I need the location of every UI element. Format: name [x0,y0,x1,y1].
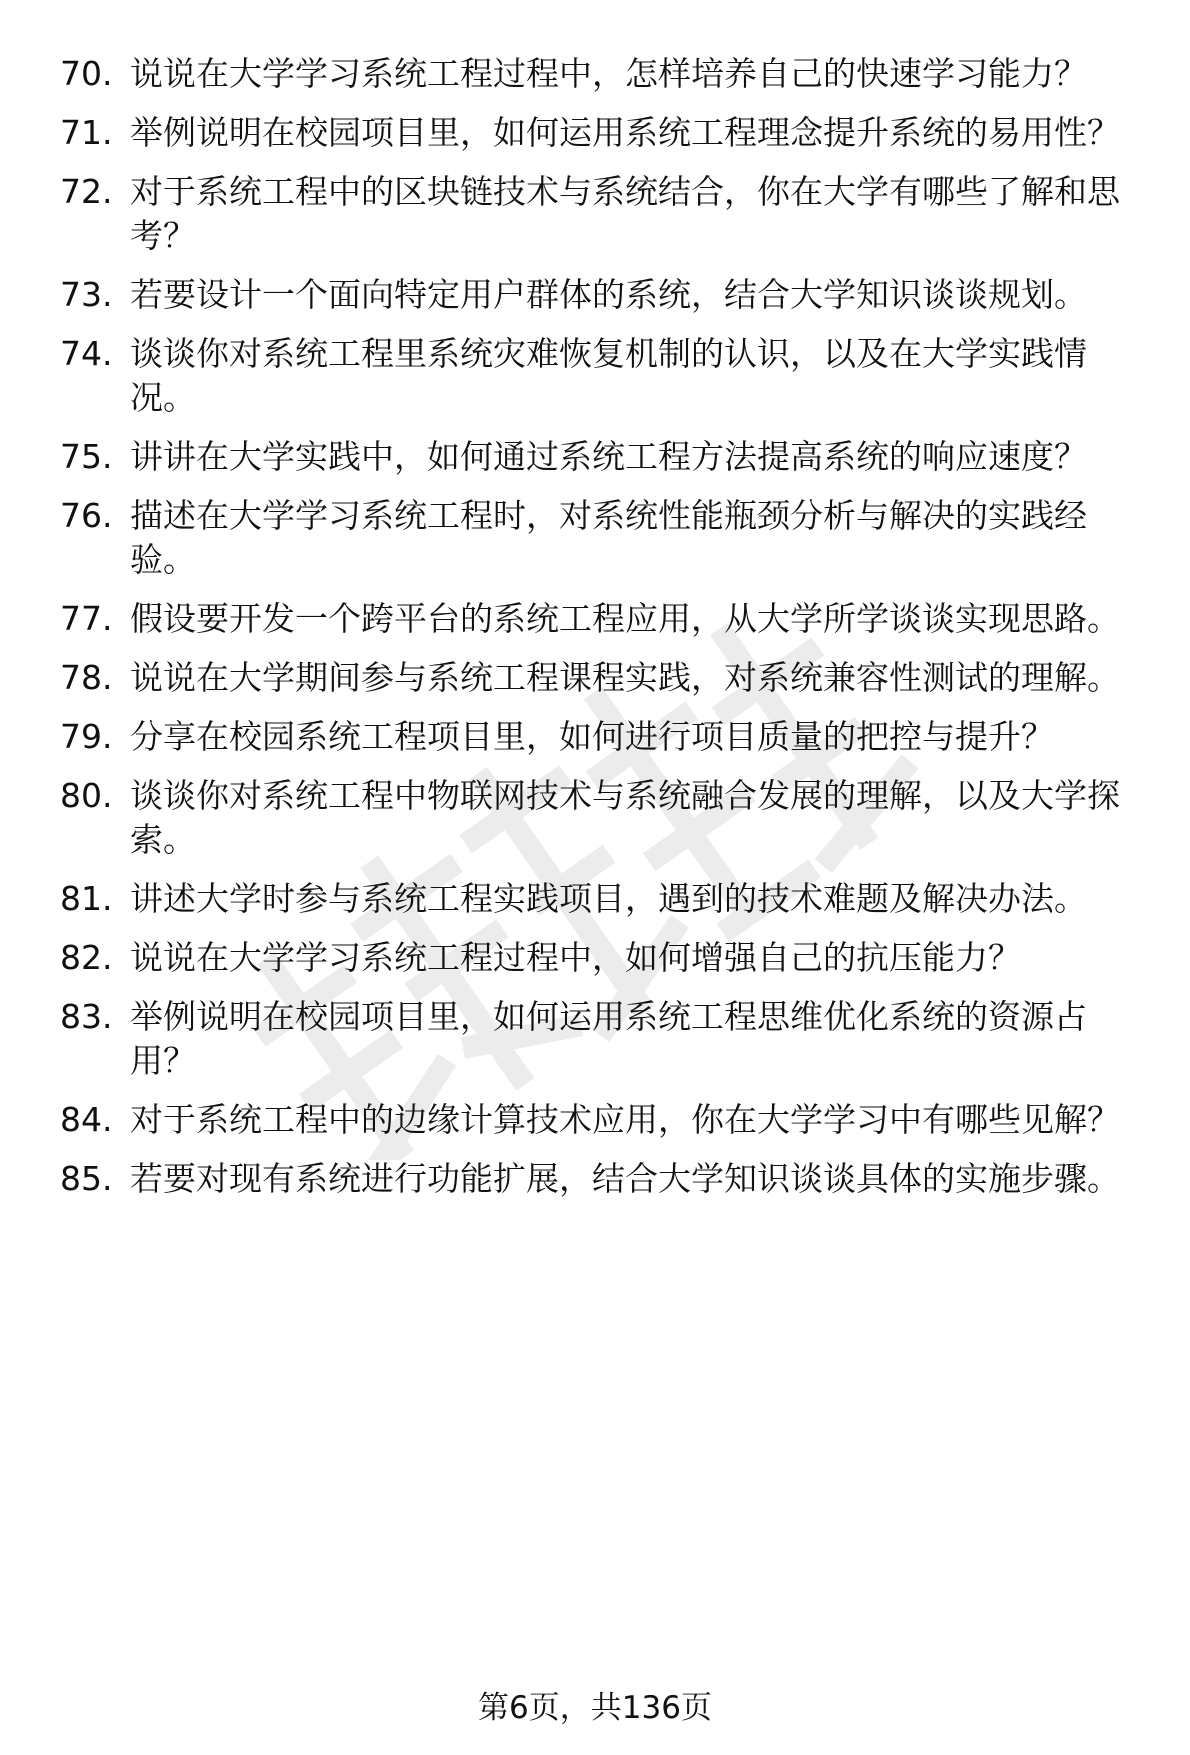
question-text: 对于系统工程中的边缘计算技术应用，你在大学学习中有哪些见解？ [130,1100,1120,1139]
question-text: 谈谈你对系统工程里系统灾难恢复机制的认识，以及在大学实践情况。 [130,334,1087,417]
question-item [60,1098,1150,1142]
question-number: 82. [60,938,113,977]
question-item [60,52,1150,96]
question-text: 若要设计一个面向特定用户群体的系统，结合大学知识谈谈规划。 [130,275,1087,314]
question-item [60,170,1150,258]
question-text: 假设要开发一个跨平台的系统工程应用，从大学所学谈谈实现思路。 [130,599,1120,638]
question-item [60,332,1150,420]
question-number: 75. [60,437,113,476]
question-number: 85. [60,1159,113,1198]
question-item [60,877,1150,921]
question-number: 83. [60,997,113,1036]
question-text: 说说在大学学习系统工程过程中，怎样培养自己的快速学习能力？ [130,54,1087,93]
question-number: 72. [60,172,113,211]
question-text: 举例说明在校园项目里，如何运用系统工程思维优化系统的资源占用？ [130,997,1087,1080]
question-text: 对于系统工程中的区块链技术与系统结合，你在大学有哪些了解和思考？ [130,172,1120,255]
question-text: 说说在大学期间参与系统工程课程实践，对系统兼容性测试的理解。 [130,658,1120,697]
question-item [60,435,1150,479]
question-item [60,656,1150,700]
page-number: 第6页，共136页 [478,1690,712,1726]
question-number: 84. [60,1100,113,1139]
question-number: 70. [60,54,113,93]
question-number: 77. [60,599,113,638]
question-number: 78. [60,658,113,697]
question-number: 74. [60,334,113,373]
question-number: 73. [60,275,113,314]
question-list [60,52,1150,1216]
question-text: 描述在大学学习系统工程时，对系统性能瓶颈分析与解决的实践经验。 [130,496,1087,579]
question-number: 80. [60,776,113,815]
question-item [60,715,1150,759]
question-text: 若要对现有系统进行功能扩展，结合大学知识谈谈具体的实施步骤。 [130,1159,1120,1198]
question-text: 讲讲在大学实践中，如何通过系统工程方法提高系统的响应速度？ [130,437,1087,476]
question-text: 谈谈你对系统工程中物联网技术与系统融合发展的理解，以及大学探索。 [130,776,1120,859]
question-number: 71. [60,113,113,152]
question-text: 举例说明在校园项目里，如何运用系统工程理念提升系统的易用性？ [130,113,1120,152]
question-item [60,494,1150,582]
question-number: 79. [60,717,113,756]
question-text: 分享在校园系统工程项目里，如何进行项目质量的把控与提升？ [130,717,1054,756]
question-item [60,995,1150,1083]
question-text: 说说在大学学习系统工程过程中，如何增强自己的抗压能力？ [130,938,1021,977]
question-number: 81. [60,879,113,918]
question-item [60,273,1150,317]
question-item [60,597,1150,641]
question-item [60,111,1150,155]
question-item [60,1157,1150,1201]
question-item [60,936,1150,980]
question-item [60,774,1150,862]
question-text: 讲述大学时参与系统工程实践项目，遇到的技术难题及解决办法。 [130,879,1087,918]
question-number: 76. [60,496,113,535]
